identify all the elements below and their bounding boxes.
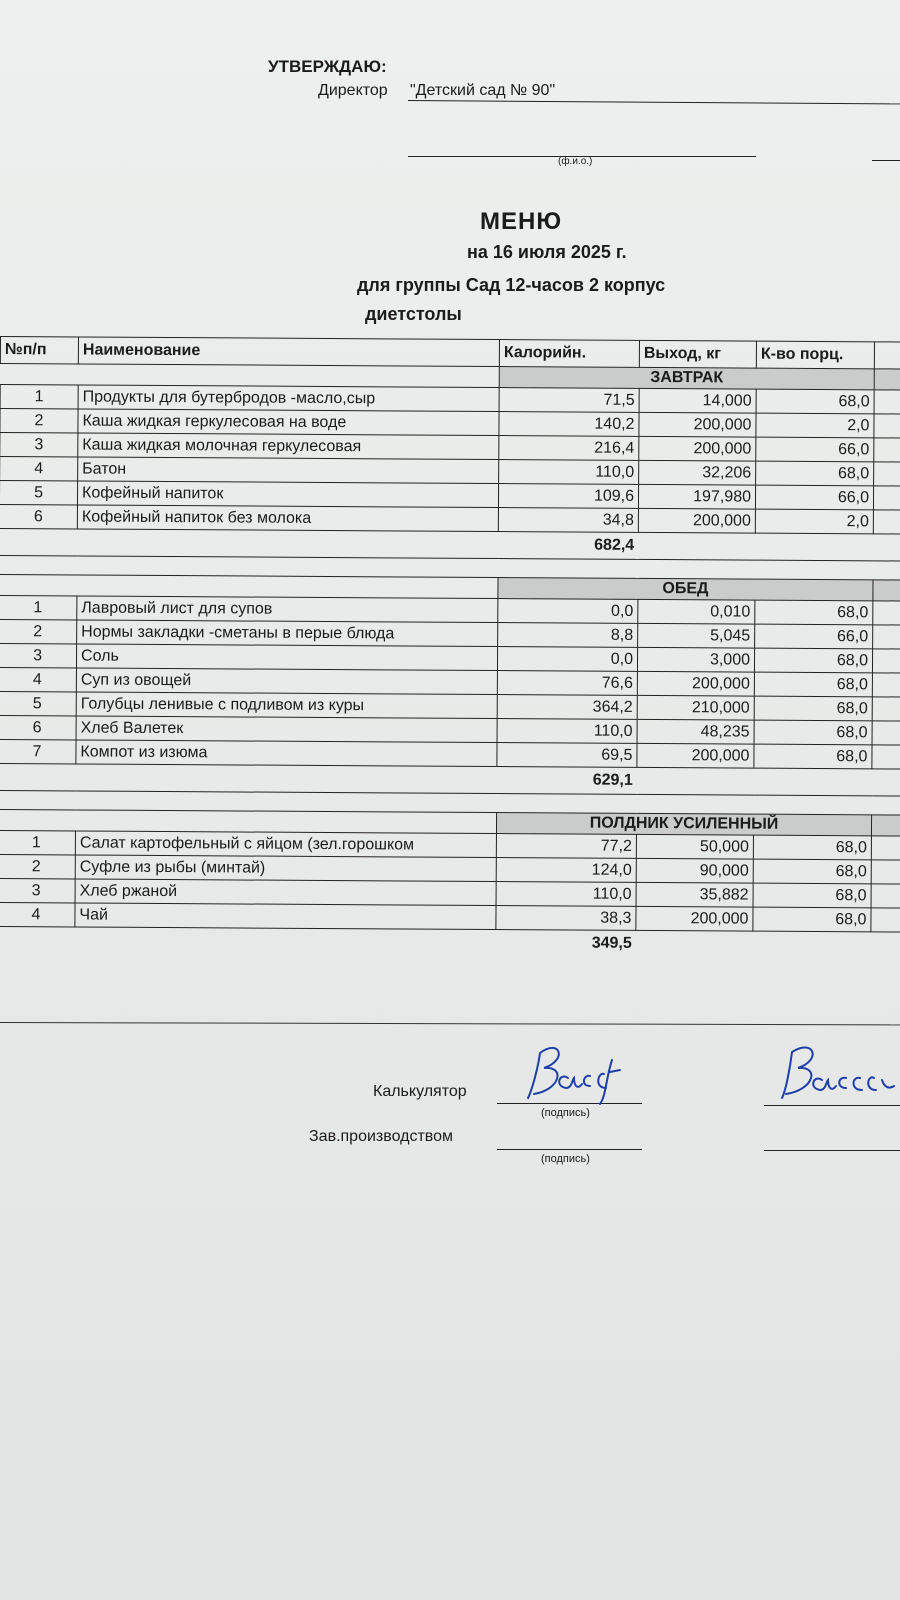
dish-portions: 2,0 [756, 413, 874, 438]
fio-caption: (ф.и.о.) [558, 156, 593, 167]
dish-yield: 0,010 [638, 599, 755, 624]
row-extra-cell [872, 745, 900, 769]
row-extra-cell [873, 510, 900, 534]
total-spacer-right [638, 532, 900, 561]
menu-table-wrapper [0, 336, 900, 958]
dish-calories: 0,0 [497, 647, 637, 672]
section-header-extra [874, 369, 900, 390]
dish-portions: 68,0 [755, 600, 873, 625]
row-number: 6 [0, 715, 76, 739]
menu-diet: диетстолы [365, 304, 462, 324]
dish-yield: 200,000 [639, 436, 756, 461]
section-total-row [0, 926, 900, 958]
dish-name: Каша жидкая молочная геркулесовая [78, 433, 499, 460]
row-extra-cell [871, 860, 900, 884]
dish-portions: 66,0 [755, 624, 873, 649]
dish-yield: 200,000 [636, 906, 753, 931]
dish-name: Салат картофельный с яйцом (зел.горошком [75, 831, 496, 858]
row-number: 1 [0, 830, 75, 854]
director-underline [408, 100, 900, 104]
dish-name: Хлеб ржаной [75, 879, 496, 906]
production-signature-line-right [764, 1150, 900, 1151]
dish-portions: 66,0 [756, 437, 874, 462]
row-extra-cell [873, 625, 900, 649]
dish-calories: 110,0 [499, 460, 639, 485]
dish-portions: 68,0 [753, 859, 871, 884]
fio-underline-right [872, 160, 900, 161]
section-total-calories: 629,1 [592, 771, 633, 789]
section-title: ПОЛДНИК УСИЛЕННЫЙ [496, 813, 871, 836]
dish-portions: 66,0 [755, 485, 873, 510]
dish-calories: 34,8 [498, 508, 638, 533]
row-number: 1 [0, 595, 77, 619]
row-number: 6 [0, 504, 77, 528]
dish-yield: 50,000 [636, 834, 753, 859]
dish-yield: 48,235 [637, 719, 754, 744]
dish-name: Нормы закладки -сметаны в перые блюда [77, 620, 498, 647]
total-spacer-right [637, 767, 900, 796]
dish-name: Суфле из рыбы (минтай) [75, 855, 496, 882]
dish-portions: 68,0 [753, 907, 871, 932]
dish-yield: 200,000 [637, 743, 754, 768]
dish-calories: 38,3 [496, 906, 636, 931]
col-header-num: №п/п [0, 337, 78, 364]
row-number: 5 [0, 481, 78, 505]
dish-portions: 68,0 [756, 461, 874, 486]
row-number: 2 [0, 409, 78, 433]
dish-calories: 71,5 [499, 388, 639, 413]
row-number: 4 [0, 457, 78, 481]
row-number: 4 [0, 902, 75, 926]
dish-yield: 197,980 [638, 484, 755, 509]
dish-name: Лавровый лист для супов [77, 596, 498, 623]
dish-yield: 200,000 [637, 671, 754, 696]
menu-title: МЕНЮ [480, 208, 563, 235]
dish-name: Батон [78, 457, 499, 484]
director-label: Директор [318, 82, 388, 99]
approve-heading: УТВЕРЖДАЮ: [268, 57, 387, 76]
menu-date: на 16 июля 2025 г. [467, 242, 627, 262]
section-title: ОБЕД [498, 578, 873, 601]
dish-name: Суп из овощей [76, 668, 497, 695]
dish-name: Компот из изюма [76, 740, 497, 767]
dish-yield: 5,045 [638, 623, 755, 648]
row-number: 3 [0, 433, 78, 457]
dish-name: Продукты для бутербродов -масло,сыр [78, 385, 499, 412]
dish-name: Чай [75, 903, 496, 930]
dish-name: Хлеб Валетек [76, 716, 497, 743]
dish-portions: 68,0 [754, 720, 872, 745]
row-extra-cell [874, 438, 900, 462]
production-signature-caption: (подпись) [541, 1153, 590, 1165]
menu-table [0, 336, 900, 959]
row-extra-cell [874, 414, 900, 438]
director-organization: "Детский сад № 90" [410, 82, 556, 99]
dish-calories: 364,2 [497, 695, 637, 720]
total-spacer-right [636, 930, 900, 958]
section-header-extra [871, 815, 900, 836]
calculator-signature-icon [520, 1038, 630, 1108]
dish-portions: 68,0 [754, 648, 872, 673]
row-extra-cell [873, 486, 900, 510]
dish-yield: 32,206 [639, 460, 756, 485]
dish-name: Кофейный напиток [77, 481, 498, 508]
dish-name: Кофейный напиток без молока [77, 505, 498, 532]
row-extra-cell [871, 836, 900, 860]
dish-yield: 35,882 [636, 882, 753, 907]
dish-name: Соль [76, 644, 497, 671]
dish-portions: 68,0 [754, 744, 872, 769]
dish-name: Каша жидкая геркулесовая на воде [78, 409, 499, 436]
total-spacer [0, 926, 496, 956]
col-header-yield: Выход, кг [639, 340, 756, 368]
section-header-blank [0, 574, 498, 598]
row-extra-cell [871, 884, 900, 908]
dish-yield: 90,000 [636, 858, 753, 883]
row-number: 2 [0, 619, 77, 643]
calculator-signature-right-icon [776, 1040, 900, 1110]
dish-calories: 109,6 [498, 484, 638, 509]
row-extra-cell [872, 721, 900, 745]
dish-portions: 68,0 [753, 883, 871, 908]
row-number: 3 [0, 643, 77, 667]
row-extra-cell [872, 649, 900, 673]
dish-yield: 200,000 [639, 412, 756, 437]
dish-calories: 0,0 [498, 599, 638, 624]
dish-portions: 2,0 [755, 509, 873, 534]
dish-calories: 110,0 [497, 719, 637, 744]
row-extra-cell [873, 601, 900, 625]
row-extra-cell [874, 462, 900, 486]
dish-calories: 69,5 [497, 743, 637, 768]
dish-calories: 76,6 [497, 671, 637, 696]
section-header-blank [0, 364, 499, 388]
total-spacer [0, 528, 498, 558]
dish-portions: 68,0 [754, 672, 872, 697]
dish-calories: 110,0 [496, 882, 636, 907]
row-number: 5 [0, 691, 76, 715]
dish-name: Голубцы ленивые с подливом из куры [76, 692, 497, 719]
dish-yield: 3,000 [637, 647, 754, 672]
dish-yield: 200,000 [638, 508, 755, 533]
row-number: 4 [0, 667, 76, 691]
row-number: 7 [0, 739, 76, 763]
dish-portions: 68,0 [756, 389, 874, 414]
calculator-label: Калькулятор [373, 1083, 467, 1100]
production-signature-line [497, 1149, 642, 1150]
row-extra-cell [872, 697, 900, 721]
dish-calories: 124,0 [496, 858, 636, 883]
dish-portions: 68,0 [753, 835, 871, 860]
dish-calories: 216,4 [499, 436, 639, 461]
dish-calories: 8,8 [498, 623, 638, 648]
section-title: ЗАВТРАК [499, 367, 874, 390]
section-total-calories: 349,5 [591, 934, 632, 952]
menu-group: для группы Сад 12-часов 2 корпус [357, 275, 666, 295]
total-spacer [0, 763, 497, 793]
section-total-calories: 682,4 [594, 536, 635, 554]
calculator-signature-caption: (подпись) [541, 1107, 590, 1119]
dish-calories: 140,2 [499, 412, 639, 437]
row-extra-cell [871, 908, 900, 932]
row-number: 1 [0, 385, 78, 409]
dish-yield: 210,000 [637, 695, 754, 720]
production-manager-label: Зав.производством [309, 1128, 453, 1145]
row-number: 2 [0, 854, 75, 878]
dish-yield: 14,000 [639, 388, 756, 413]
row-extra-cell [872, 673, 900, 697]
dish-portions: 68,0 [754, 696, 872, 721]
row-number: 3 [0, 878, 75, 902]
col-header-calories: Калорийн. [499, 340, 639, 368]
col-header-extra [874, 342, 900, 369]
section-header-blank [0, 809, 497, 833]
section-header-extra [873, 580, 900, 601]
bottom-rule [0, 1022, 900, 1025]
dish-calories: 77,2 [496, 834, 636, 859]
col-header-name: Наименование [78, 337, 499, 367]
row-extra-cell [874, 390, 900, 414]
col-header-portions: К-во порц. [756, 341, 874, 369]
